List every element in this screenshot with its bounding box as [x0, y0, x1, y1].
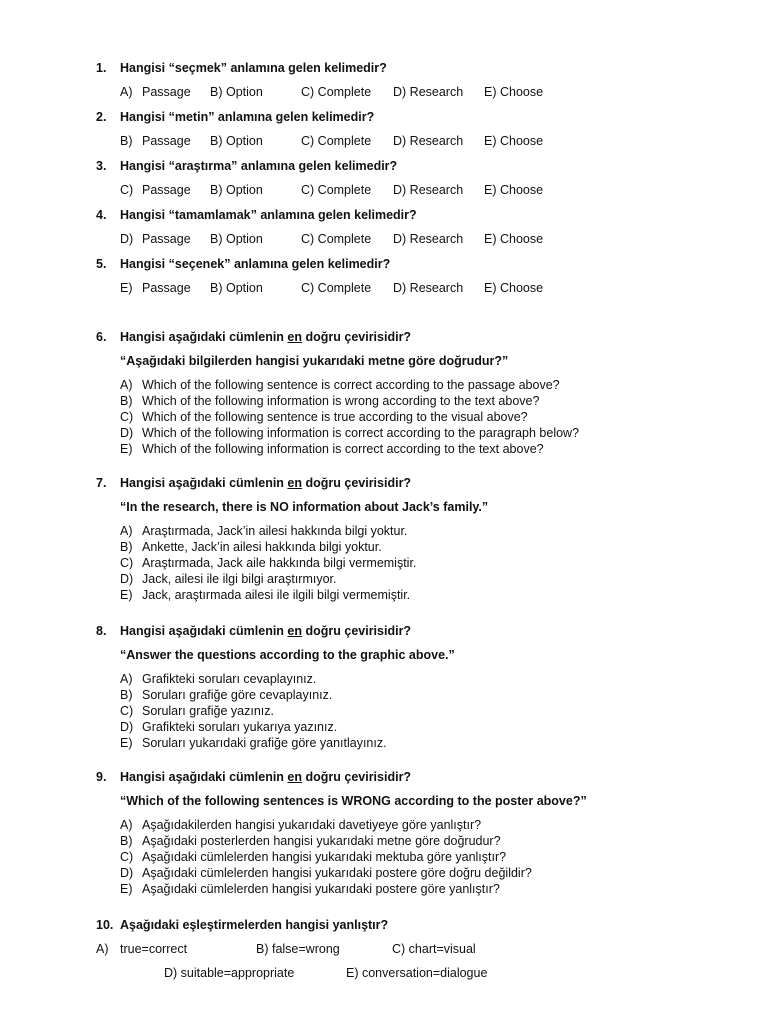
option-letter: D) [120, 426, 134, 440]
option-a: Which of the following sentence is correct according to the passage above? [142, 378, 560, 392]
question-prompt: Hangisi “seçenek” anlamına gelen kelimedir? [120, 257, 391, 271]
question-number: 5. [96, 257, 107, 271]
option-a: Passage [142, 232, 191, 246]
option-letter: D) [120, 572, 134, 586]
option-letter: A) [120, 818, 133, 832]
option-e: E) Choose [484, 134, 544, 148]
option-c: Which of the following sentence is true according to the visual above? [142, 410, 528, 424]
option-letter: A) [96, 942, 109, 956]
prompt-emphasis: en [287, 624, 303, 638]
option-b: Which of the following information is wrong according to the text above? [142, 394, 540, 408]
option-d: Grafikteki soruları yukarıya yazınız. [142, 720, 338, 734]
prompt-text: doğru çevirisidir? [302, 476, 412, 490]
option-letter: A) [120, 85, 133, 99]
option-e: E) Choose [484, 232, 544, 246]
option-letter: B) [120, 134, 133, 148]
option-b: Soruları grafiğe göre cevaplayınız. [142, 688, 333, 702]
option-letter: B) [120, 688, 133, 702]
option-e: Jack, araştırmada ailesi ile ilgili bilgi vermemiştir. [142, 588, 411, 602]
option-b: Ankette, Jack’in ailesi hakkında bilgi yoktur. [142, 540, 382, 554]
prompt-text: doğru çevirisidir? [302, 624, 412, 638]
option-b: Aşağıdaki posterlerden hangisi yukarıdaki metne göre doğrudur? [142, 834, 501, 848]
question-number: 1. [96, 61, 107, 75]
question-prompt [120, 770, 411, 784]
option-e: E) Choose [484, 281, 544, 295]
option-e: E) Choose [484, 183, 544, 197]
option-d: Aşağıdaki cümlelerden hangisi yukarıdaki postere göre doğru değildir? [142, 866, 532, 880]
option-letter: E) [120, 736, 133, 750]
question-prompt [120, 624, 411, 638]
option-c: Araştırmada, Jack aile hakkında bilgi vermemiştir. [142, 556, 417, 570]
prompt-text: doğru çevirisidir? [302, 770, 412, 784]
prompt-text: Hangisi aşağıdaki cümlenin [120, 330, 288, 344]
question-number: 2. [96, 110, 107, 124]
option-a: Passage [142, 85, 191, 99]
option-e: Which of the following information is correct according to the text above? [142, 442, 544, 456]
option-e: E) conversation=dialogue [346, 966, 488, 980]
option-a: Aşağıdakilerden hangisi yukarıdaki davetiyeye göre yanlıştır? [142, 818, 482, 832]
option-c: C) Complete [301, 85, 372, 99]
option-a: Passage [142, 281, 191, 295]
option-d: D) Research [393, 134, 464, 148]
option-b: B) false=wrong [256, 942, 340, 956]
quoted-sentence: “Aşağıdaki bilgilerden hangisi yukarıdaki metne göre doğrudur?” [120, 354, 509, 368]
option-d: D) Research [393, 232, 464, 246]
option-d: D) Research [393, 281, 464, 295]
question-number: 9. [96, 770, 107, 784]
question-number: 8. [96, 624, 107, 638]
question-prompt: Hangisi “metin” anlamına gelen kelimedir? [120, 110, 375, 124]
question-number: 6. [96, 330, 107, 344]
prompt-emphasis: en [287, 330, 303, 344]
question-number: 10. [96, 918, 114, 932]
quoted-sentence: “Answer the questions according to the graphic above.” [120, 648, 455, 662]
option-c: Soruları grafiğe yazınız. [142, 704, 275, 718]
option-letter: C) [120, 183, 134, 197]
prompt-emphasis: en [287, 770, 303, 784]
quoted-sentence: “Which of the following sentences is WRONG according to the poster above?” [120, 794, 587, 808]
option-b: B) Option [210, 232, 263, 246]
option-e: Soruları yukarıdaki grafiğe göre yanıtlayınız. [142, 736, 387, 750]
option-c: C) Complete [301, 134, 372, 148]
option-e: Aşağıdaki cümlelerden hangisi yukarıdaki postere göre yanlıştır? [142, 882, 500, 896]
option-d: D) Research [393, 183, 464, 197]
prompt-text: doğru çevirisidir? [302, 330, 412, 344]
option-a: Passage [142, 134, 191, 148]
prompt-emphasis: en [287, 476, 303, 490]
option-a: Grafikteki soruları cevaplayınız. [142, 672, 317, 686]
option-letter: D) [120, 232, 134, 246]
option-letter: A) [120, 672, 133, 686]
option-letter: A) [120, 378, 133, 392]
question-prompt [120, 476, 411, 490]
option-b: B) Option [210, 183, 263, 197]
option-c: C) Complete [301, 183, 372, 197]
option-letter: E) [120, 882, 133, 896]
prompt-text: Hangisi aşağıdaki cümlenin [120, 476, 288, 490]
option-b: B) Option [210, 281, 263, 295]
option-letter: E) [120, 281, 133, 295]
option-a: Passage [142, 183, 191, 197]
question-number: 4. [96, 208, 107, 222]
option-d: Which of the following information is correct according to the paragraph below? [142, 426, 580, 440]
option-a: Araştırmada, Jack’in ailesi hakkında bilgi yoktur. [142, 524, 408, 538]
option-letter: A) [120, 524, 133, 538]
option-b: B) Option [210, 134, 263, 148]
quoted-sentence: “In the research, there is NO information about Jack’s family.” [120, 500, 489, 514]
option-b: B) Option [210, 85, 263, 99]
prompt-text: Hangisi aşağıdaki cümlenin [120, 770, 288, 784]
option-c: C) chart=visual [392, 942, 476, 956]
option-c: C) Complete [301, 281, 372, 295]
question-prompt: Hangisi “seçmek” anlamına gelen kelimedir? [120, 61, 387, 75]
option-e: E) Choose [484, 85, 544, 99]
option-d: Jack, ailesi ile ilgi bilgi araştırmıyor. [142, 572, 337, 586]
option-letter: C) [120, 556, 134, 570]
option-letter: B) [120, 834, 133, 848]
question-prompt: Aşağıdaki eşleştirmelerden hangisi yanlıştır? [120, 918, 389, 932]
option-letter: C) [120, 410, 134, 424]
option-d: D) suitable=appropriate [164, 966, 295, 980]
option-c: C) Complete [301, 232, 372, 246]
option-letter: C) [120, 704, 134, 718]
prompt-text: Hangisi aşağıdaki cümlenin [120, 624, 288, 638]
option-letter: D) [120, 866, 134, 880]
question-number: 3. [96, 159, 107, 173]
option-d: D) Research [393, 85, 464, 99]
question-prompt: Hangisi “araştırma” anlamına gelen kelimedir? [120, 159, 398, 173]
option-letter: B) [120, 394, 133, 408]
option-letter: E) [120, 442, 133, 456]
option-letter: B) [120, 540, 133, 554]
option-c: Aşağıdaki cümlelerden hangisi yukarıdaki mektuba göre yanlıştır? [142, 850, 507, 864]
option-a: true=correct [120, 942, 188, 956]
question-prompt [120, 330, 411, 344]
option-letter: C) [120, 850, 134, 864]
option-letter: E) [120, 588, 133, 602]
question-prompt: Hangisi “tamamlamak” anlamına gelen kelimedir? [120, 208, 417, 222]
question-number: 7. [96, 476, 107, 490]
option-letter: D) [120, 720, 134, 734]
